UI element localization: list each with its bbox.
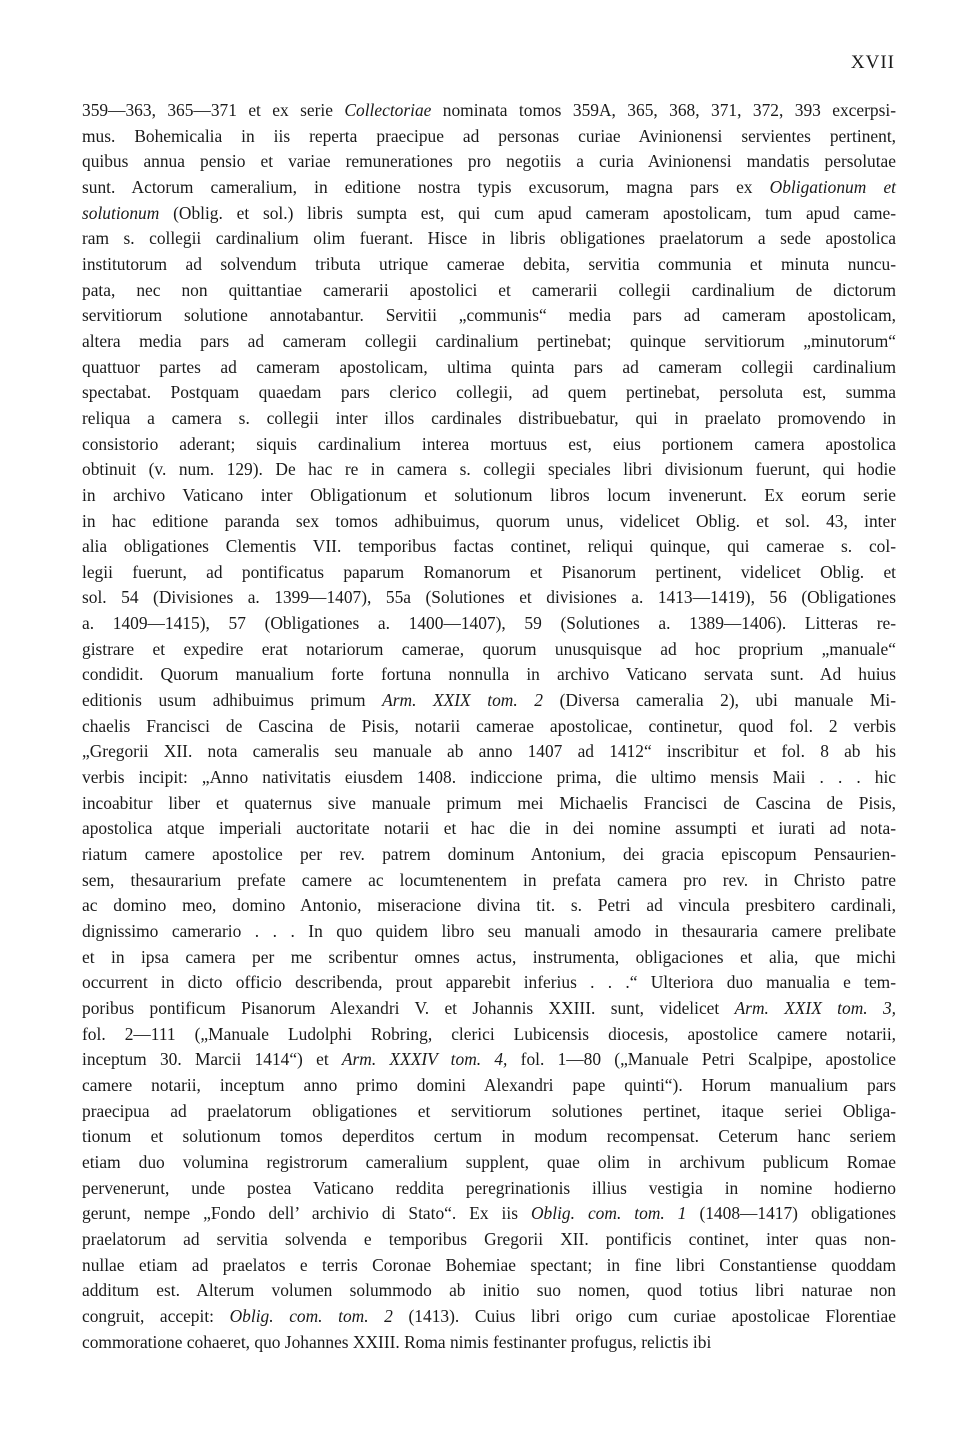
italic-citation: Arm. XXIX tom. 2 bbox=[382, 690, 543, 711]
text-line bbox=[82, 278, 896, 304]
text-segment: incoabitur liber et quaternus sive manuale primum mei Michaelis Francisci de Cascina de Pisis, bbox=[82, 792, 896, 813]
text-line bbox=[82, 791, 896, 817]
text-segment: (Oblig. et sol.) libris sumpta est, qui cum apud cameram apostolicam, tum apud came- bbox=[159, 202, 896, 223]
text-segment: (Diversa cameralia 2), ubi manuale Mi- bbox=[542, 690, 896, 711]
text-line bbox=[82, 509, 896, 535]
text-segment: in archivo Vaticano inter Obligationum et solutionum libros locum invenerunt. Ex eorum serie bbox=[82, 484, 896, 505]
text-line bbox=[82, 1227, 896, 1253]
text-segment: poribus pontificum Pisanorum Alexandri V. et Johannis XXIII. sunt, videlicet bbox=[82, 997, 735, 1018]
text-segment: inceptum 30. Marcii 1414“) et bbox=[82, 1049, 342, 1070]
text-line bbox=[82, 662, 896, 688]
text-segment: (1413). Cuius libri origo cum curiae apostolicae Florentiae bbox=[392, 1305, 896, 1326]
text-line bbox=[82, 970, 896, 996]
text-line bbox=[82, 945, 896, 971]
text-segment: ram s. collegii cardinalium olim fuerant. Hisce in libris obligationes praelatorum a sede apostolica bbox=[82, 228, 896, 249]
text-line bbox=[82, 252, 896, 278]
text-segment: reliqua a camera s. collegii inter illos cardinales distribuebatur, qui in praelato promovendo in bbox=[82, 407, 896, 428]
italic-citation: solutionum bbox=[82, 202, 160, 223]
text-line bbox=[82, 406, 896, 432]
text-segment: camere notarii, inceptum anno primo domini Alexandri pape quinti“). Horum manualium pars bbox=[82, 1074, 896, 1095]
text-segment: pata, nec non quittantiae camerarii apostolici et camerarii collegii cardinalium de dictorum bbox=[82, 279, 896, 300]
text-segment: verbis incipit: „Anno nativitatis eiusdem 1408. indiccione prima, die ultimo mensis Maii . . . hic bbox=[82, 767, 896, 788]
text-segment: sunt. Actorum cameralium, in editione nostra typis excusorum, magna pars ex bbox=[82, 176, 770, 197]
text-segment: praelatorum ad servitia solvenda e temporibus Gregorii XII. pontificis continet, inter quas non- bbox=[82, 1228, 896, 1249]
text-line bbox=[82, 483, 896, 509]
text-segment: a. 1409—1415), 57 (Obligationes a. 1400—1407), 59 (Solutiones a. 1389—1406). Litteras re- bbox=[82, 613, 896, 634]
text-segment: dignissimo camerario . . . In quo quidem libro seu manuali amodo in thesauraria camere prelibate bbox=[82, 921, 896, 941]
text-segment: quibus annua pensio et variae remunerationes pro negotiis a curia Avinionensi mandatis persolutae bbox=[82, 151, 896, 172]
text-segment: in hac editione paranda sex tomos adhibuimus, quorum unus, videlicet Oblig. et sol. 43, inter bbox=[82, 510, 896, 531]
italic-citation: Arm. XXIX tom. 3, bbox=[734, 997, 896, 1018]
text-line bbox=[82, 1022, 896, 1048]
text-segment: et in ipsa camera per me scribentur omnes actus, instrumenta, obligaciones et alia, que michi bbox=[82, 946, 896, 967]
body-paragraph bbox=[82, 98, 896, 1355]
text-segment: etiam duo volumina registrorum cameralium supplent, quae olim in archivum publicum Romae bbox=[82, 1151, 896, 1172]
text-segment: nominata tomos 359A, 365, 368, 371, 372, 393 excerpsi- bbox=[431, 100, 896, 120]
text-segment: legii fuerunt, ad pontificatus paparum Romanorum et Pisanorum pertinent, videlicet Oblig. et bbox=[82, 561, 896, 582]
text-segment: occurrent in dicto officio describenda, prout apparebit inferius . . .“ Ulteriora duo manualia e tem- bbox=[82, 972, 896, 993]
text-segment: additum est. Alterum volumen solummodo ab initio suo nomen, quod totius libri naturae non bbox=[82, 1280, 896, 1301]
text-line bbox=[82, 201, 896, 227]
text-line bbox=[82, 765, 896, 791]
text-segment: condidit. Quorum manualium forte fortuna nonnulla in archivo Vaticano servata sunt. Ad huius bbox=[82, 664, 896, 685]
text-line bbox=[82, 816, 896, 842]
text-line bbox=[82, 1278, 896, 1304]
text-segment: sol. 54 (Divisiones a. 1399—1407), 55a (Solutiones et divisiones a. 1413—1419), 56 (Obligationes bbox=[82, 587, 896, 608]
text-segment: servitiorum solutione annotabantur. Servitii „communis“ media pars ad cameram apostolicam, bbox=[82, 305, 896, 326]
text-line bbox=[82, 714, 896, 740]
text-segment: editionis usum adhibuimus primum bbox=[82, 690, 383, 711]
italic-citation: Collectoriae bbox=[344, 100, 432, 120]
text-line bbox=[82, 1330, 896, 1356]
italic-citation: Oblig. com. tom. 1 bbox=[531, 1203, 687, 1224]
text-line bbox=[82, 637, 896, 663]
text-line bbox=[82, 919, 896, 945]
text-line bbox=[82, 1304, 896, 1330]
text-segment: „Gregorii XII. nota cameralis seu manuale ab anno 1407 ad 1412“ inscribitur et fol. 8 ab his bbox=[82, 741, 896, 762]
text-line bbox=[82, 303, 896, 329]
text-line bbox=[82, 996, 896, 1022]
text-segment: obtinuit (v. num. 129). De hac re in camera s. collegii speciales libri divisionum fuerunt, qui hodie bbox=[82, 459, 896, 480]
text-line bbox=[82, 842, 896, 868]
text-line bbox=[82, 1150, 896, 1176]
text-segment: congruit, accepit: bbox=[82, 1305, 230, 1326]
text-segment: gistrare et expedire erat notariorum camerae, quorum unusquisque ad hoc proprium „manuale“ bbox=[82, 638, 896, 659]
text-line bbox=[82, 1201, 896, 1227]
text-segment: institutorum ad solvendum tributa utrique camerae debita, servitia communia et minuta nuncu- bbox=[82, 253, 896, 274]
text-line bbox=[82, 1176, 896, 1202]
text-line bbox=[82, 432, 896, 458]
text-segment: ac domino meo, domino Antonio, miseracione divina tit. s. Petri ad vincula presbitero cardinali, bbox=[82, 895, 896, 916]
text-line bbox=[82, 739, 896, 765]
text-line bbox=[82, 1099, 896, 1125]
text-segment: altera media pars ad cameram collegii cardinalium pertinebat; quinque servitiorum „minutorum“ bbox=[82, 330, 896, 351]
text-line bbox=[82, 611, 896, 637]
text-line bbox=[82, 175, 896, 201]
text-segment: spectabat. Postquam quaedam pars clerico collegii, ad quem pertinebat, persoluta est, summa bbox=[82, 382, 896, 403]
text-line bbox=[82, 868, 896, 894]
text-line bbox=[82, 226, 896, 252]
text-segment: quattuor partes ad cameram apostolicam, ultima quinta pars ad cameram collegii cardinalium bbox=[82, 356, 896, 377]
text-segment: apostolica atque imperiali auctoritate notarii et hac die in dei nomine assumpti et iurati ad nota- bbox=[82, 818, 896, 839]
text-segment: commoratione cohaeret, quo Johannes XXIII. Roma nimis festinanter profugus, relictis ibi bbox=[82, 1331, 712, 1352]
text-segment: pervenerunt, unde postea Vaticano reddita peregrinationis illius vestigia in nomine hodierno bbox=[82, 1177, 896, 1198]
text-segment: gerunt, nempe „Fondo dell’ archivio di Stato“. Ex iis bbox=[82, 1203, 531, 1224]
text-segment: alia obligationes Clementis VII. temporibus factas continet, reliqui quinque, qui camerae s. col- bbox=[82, 536, 896, 557]
text-segment: riatum camere apostolice per rev. patrem dominum Antonium, dei gracia episcopum Pensaurien- bbox=[82, 844, 896, 865]
text-line bbox=[82, 534, 896, 560]
text-segment: tionum et solutionum tomos deperditos certum in modum recompensat. Ceterum hanc seriem bbox=[82, 1126, 896, 1147]
text-segment: praecipua ad praelatorum obligationes et servitiorum solutiones pertinet, itaque seriei Obliga- bbox=[82, 1100, 896, 1121]
text-segment: consistorio aderant; siquis cardinalium interea mortuus est, eius portionem camera apostolica bbox=[82, 433, 896, 454]
text-line bbox=[82, 688, 896, 714]
text-line bbox=[82, 893, 896, 919]
text-segment: 359—363, 365—371 et ex serie bbox=[82, 100, 345, 120]
text-segment: (1408—1417) obligationes bbox=[686, 1203, 896, 1224]
text-line bbox=[82, 124, 896, 150]
page-number: XVII bbox=[850, 52, 895, 73]
text-line bbox=[82, 1073, 896, 1099]
text-segment: sem, thesaurarium prefate camere ac locumtenentem in prefata camera pro rev. in Christo patre bbox=[82, 869, 896, 890]
text-segment: fol. 1—80 („Manuale Petri Scalpipe, apostolice bbox=[507, 1049, 896, 1070]
text-segment: mus. Bohemicalia in iis reperta praecipue ad personas curiae Avinionensi servientes pertinent, bbox=[82, 125, 896, 146]
text-line bbox=[82, 98, 896, 124]
text-line bbox=[82, 380, 896, 406]
text-line bbox=[82, 1253, 896, 1279]
text-line bbox=[82, 457, 896, 483]
italic-citation: Oblig. com. tom. 2 bbox=[229, 1305, 393, 1326]
text-line bbox=[82, 329, 896, 355]
text-line bbox=[82, 1047, 896, 1073]
text-line bbox=[82, 585, 896, 611]
text-segment: fol. 2—111 („Manuale Ludolphi Robring, clerici Lubicensis diocesis, apostolice camere notarii, bbox=[82, 1023, 896, 1044]
text-line bbox=[82, 355, 896, 381]
text-segment: chaelis Francisci de Cascina de Pisis, notarii camerae apostolicae, continetur, quod fol. 2 verbis bbox=[82, 715, 896, 736]
text-line bbox=[82, 560, 896, 586]
text-line bbox=[82, 149, 896, 175]
italic-citation: Arm. XXXIV tom. 4, bbox=[341, 1049, 508, 1070]
text-segment: nullae etiam ad praelatos e terris Coronae Bohemiae spectant; in fine libri Constantiense quoddam bbox=[82, 1254, 896, 1275]
italic-citation: Obligationum et bbox=[769, 176, 897, 197]
text-line bbox=[82, 1124, 896, 1150]
